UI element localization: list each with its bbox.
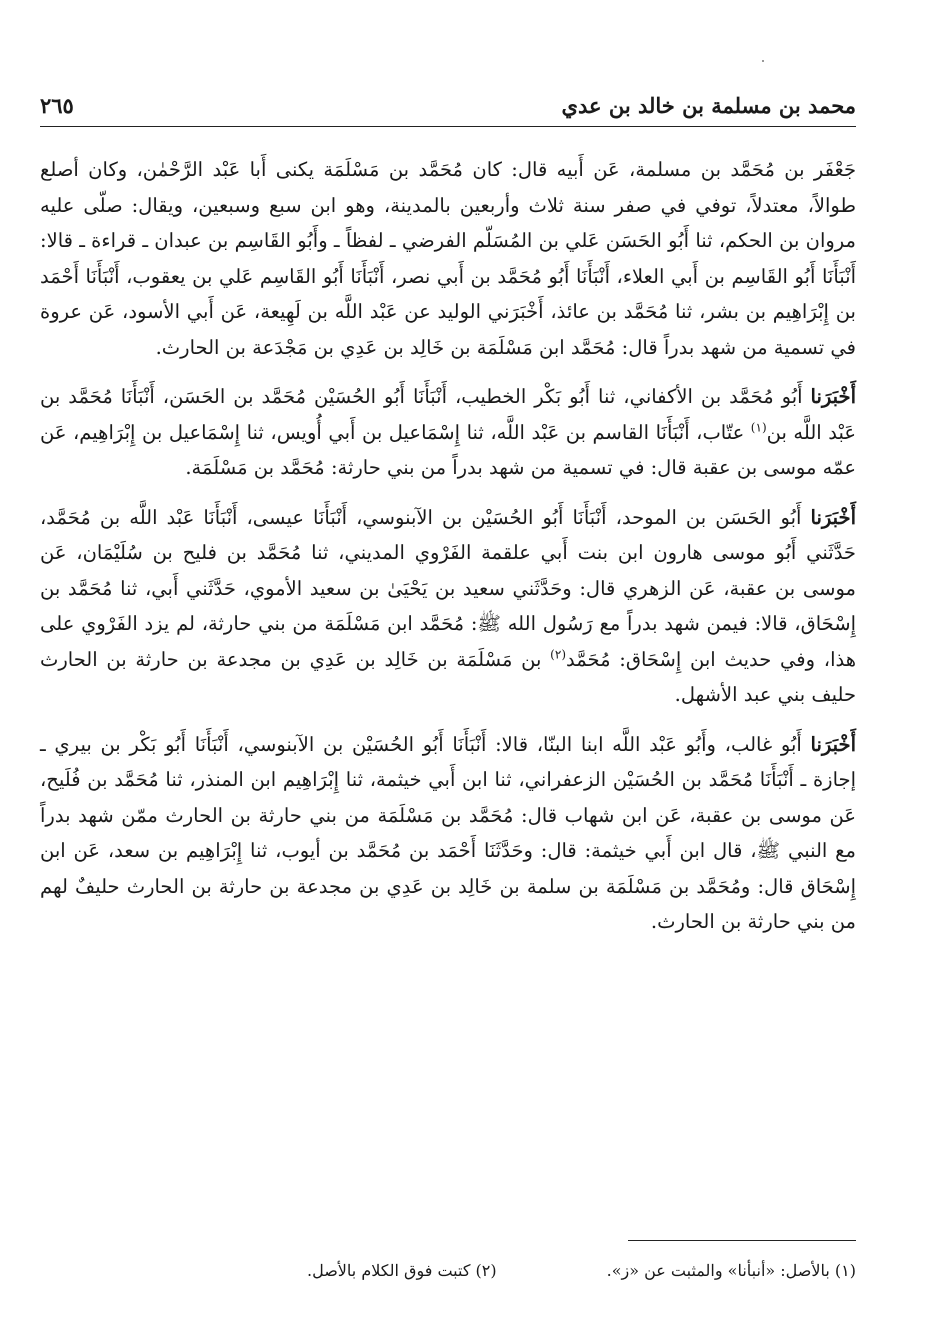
paragraph-4-text: أَبُو غالب، وأَبُو عَبْد اللَّه ابنا البنّا، قالا: أَنْبَأَنَا أَبُو الحُسَيْن بن الآبنوسي، أَنْبَأَنَا أَبُو بَكْر بن بيري ـ إجازة ـ أَنْبَأَنَا مُحَمَّد بن الحُسَيْن الزعفراني، ثنا ابن أَبي خيثمة، ثنا إِبْرَاهِيم ابن المنذر، ثنا مُحَمَّد بن فُلَيح، عَن موسى بن عقبة، عَن ابن شهاب قال: مُحَمَّد بن مَسْلَمَة من بني حارثة بن الحارث ممّن شهد بدراً مع النبي ﷺ، قال ابن أَبي خيثمة: قال: وحَدَّثَنَا أَحْمَد بن مُحَمَّد بن أيوب، ثنا إِبْرَاهِيم بن سعد، عَن ابن إِسْحَاق قال: ومُحَمَّد بن مَسْلَمَة بن سلمة بن خَالِد بن عَدِي بن مجدعة بن حارثة بن الحارث حليفٌ لهم من بني حارثة بن الحارث. — [40, 732, 856, 933]
scan-speck — [762, 60, 764, 62]
running-title: محمد بن مسلمة بن خالد بن عدي — [561, 92, 856, 118]
paragraph-3-text: أَبُو الحَسَن بن الموحد، أَنْبَأَنَا أَبُو الحُسَيْن بن الآبنوسي، أَنْبَأَنَا عيسى، أَنْبَأَنَا عَبْد اللَّه بن مُحَمَّد، حَدَّثَني أَبُو موسى هارون ابن بنت أَبي علقمة الفَرْوي المديني، ثنا مُحَمَّد بن فليح بن سُلَيْمَان، عَن موسى بن عقبة، عَن الزهري قال: وحَدَّثَني سعيد بن يَحْيَىٰ بن سعيد الأموي، حَدَّثَني أَبي، ثنا مُحَمَّد بن إِسْحَاق، قالا: فيمن شهد بدراً مع رَسُول الله ﷺ: مُحَمَّد ابن مَسْلَمَة من بني حارثة، لم يزد الفَرْوي على هذا، وفي حديث ابن إِسْحَاق: مُحَمَّد — [40, 505, 857, 671]
paragraph-1-text: جَعْفَر بن مُحَمَّد بن مسلمة، عَن أَبيه قال: كان مُحَمَّد بن مَسْلَمَة يكنى أَبا عَبْد الرَّحْمٰن، وكان أصلع طوالاً، معتدلاً، توفي في صفر سنة ثلاث وأربعين بالمدينة، وهو ابن سبع وسبعين، ويقال: صلّى عليه مروان بن الحكم، ثنا أَبُو الحَسَن عَلي بن المُسَلّم الفرضي ـ لفظاً ـ وأَبُو القَاسِم بن عبدان ـ قراءة ـ قالا: أَنْبَأَنَا أَبُو القَاسِم بن أَبي العلاء، أَنْبَأَنَا أَبُو مُحَمَّد بن أَبي نصر، أَنْبَأَنَا أَبُو القَاسِم عَلي بن يعقوب، أَنْبَأَنَا أَحْمَد بن إِبْرَاهِيم بن بشر، ثنا مُحَمَّد بن عائذ، أَخْبَرَني الوليد عن عَبْد اللَّه بن لَهِيعة، عَن أَبي الأسود، عَن عروة في تسمية من شهد بدراً قال: مُحَمَّد ابن مَسْلَمَة بن خَالِد بن عَدِي بن مَجْدَعة بن الحارث. — [40, 158, 856, 359]
header-rule — [40, 126, 856, 127]
paragraph-1 — [40, 152, 856, 365]
paragraph-4 — [40, 727, 856, 940]
footnote-1-text: بالأصل: «أنبأنا» والمثبت عن «ز». — [606, 1260, 830, 1280]
paragraph-2 — [40, 379, 856, 486]
paragraph-3 — [40, 500, 856, 713]
paragraph-2-text-cont: عتّاب، أَنْبَأَنَا القاسم بن عَبْد اللَّه، ثنا إِسْمَاعيل بن أَبي أُويس، ثنا إِسْمَاعيل بن إِبْرَاهِيم، عَن عمّه موسى بن عقبة قال: في تسمية من شهد بدراً من بني حارثة: مُحَمَّد بن مَسْلَمَة. — [40, 420, 856, 479]
paragraph-2-text: أَبُو مُحَمَّد بن الأكفاني، ثنا أَبُو بَكْر الخطيب، أَنْبَأَنَا أَبُو الحُسَيْن مُحَمَّد بن الحَسَن، أَنْبَأَنَا مُحَمَّد بن عَبْد اللَّه بن — [40, 385, 856, 444]
footnotes — [200, 1252, 856, 1288]
footnote-rule — [628, 1240, 856, 1241]
paragraph-3-text-cont: بن مَسْلَمَة بن خَالِد بن عَدِي بن مجدعة بن حارثة بن الحارث حليف بني عبد الأشهل. — [40, 647, 856, 706]
paragraph-2-lead: أَخْبَرَنا — [810, 385, 857, 408]
footnote-ref-2[interactable]: (٢) — [550, 647, 566, 661]
footnote-2 — [307, 1261, 497, 1280]
footnote-2-text: كتبت فوق الكلام بالأصل. — [307, 1260, 471, 1280]
footnote-1 — [607, 1261, 856, 1280]
paragraph-3-lead: أَخْبَرَنا — [810, 505, 856, 529]
footnote-2-marker: (٢) — [475, 1260, 497, 1280]
running-head — [40, 88, 856, 122]
body-text — [40, 152, 856, 954]
page-number: ٢٦٥ — [40, 92, 74, 118]
footnote-1-marker: (١) — [834, 1260, 856, 1280]
paragraph-4-lead: أَخْبَرَنا — [810, 732, 857, 756]
footnote-ref-1[interactable]: (١) — [750, 420, 767, 434]
